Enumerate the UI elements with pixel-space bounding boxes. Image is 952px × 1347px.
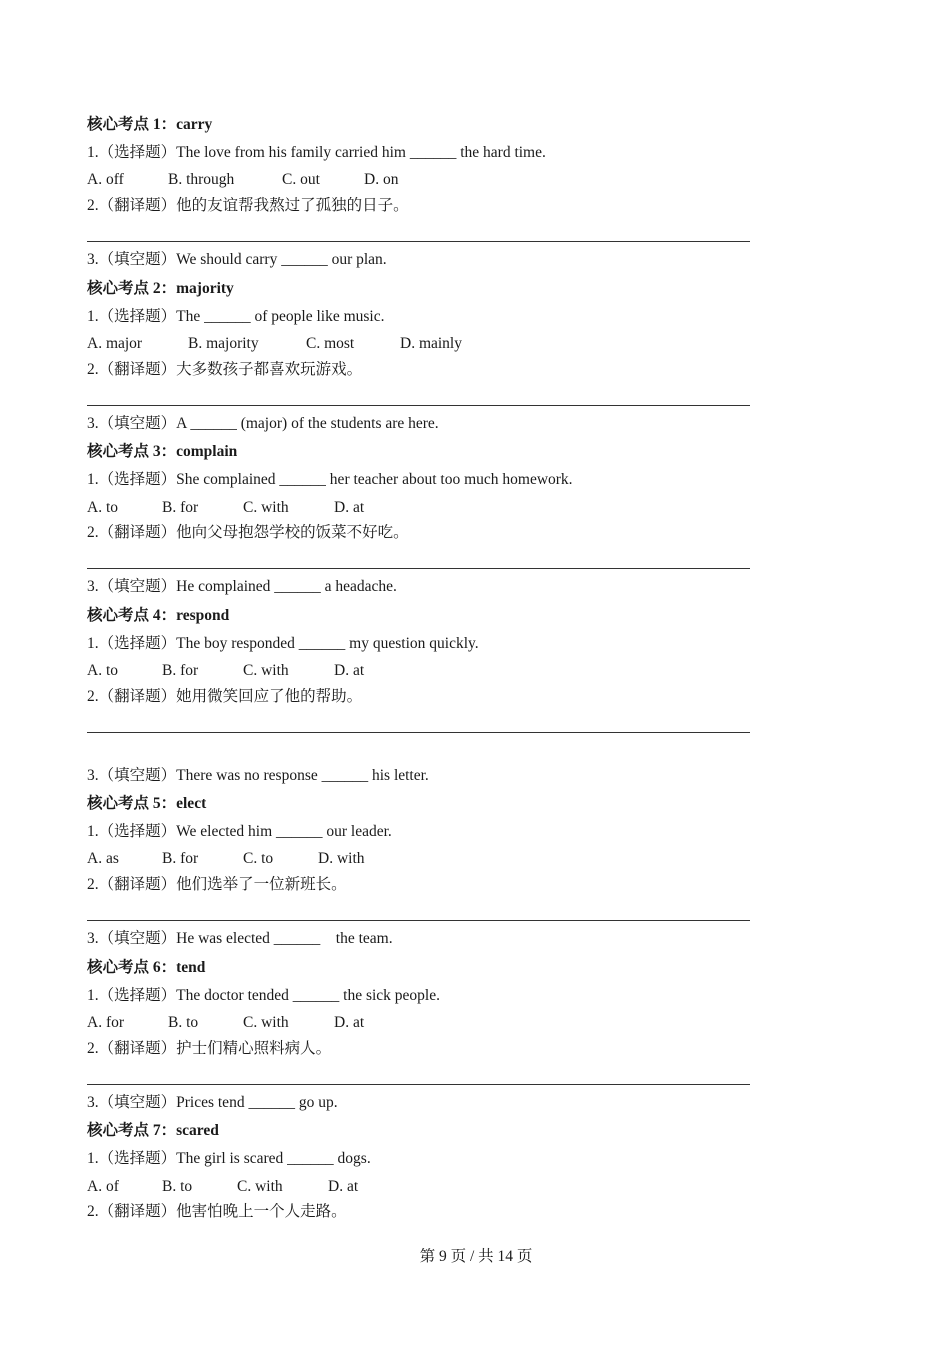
- answer-line: [87, 1084, 750, 1085]
- translation-question: 2.（翻译题）他向父母抱怨学校的饭菜不好吃。: [87, 524, 409, 541]
- option: D. mainly: [400, 335, 462, 352]
- option: B. for: [162, 499, 199, 516]
- option: D. at: [334, 499, 365, 516]
- option: A. of: [87, 1178, 119, 1195]
- option: B. to: [162, 1178, 193, 1195]
- option: B. for: [162, 662, 199, 679]
- option: D. at: [334, 1014, 365, 1031]
- choice-question: 1.（选择题）The doctor tended ______ the sick people.: [87, 987, 440, 1004]
- option: D. at: [328, 1178, 359, 1195]
- option: A. to: [87, 662, 118, 679]
- fill-in-question: 3.（填空题）There was no response ______ his letter.: [87, 767, 429, 784]
- page-footer: 第 9 页 / 共 14 页: [419, 1248, 533, 1265]
- fill-in-question: 3.（填空题）Prices tend ______ go up.: [87, 1094, 338, 1111]
- fill-in-question: 3.（填空题）He complained ______ a headache.: [87, 578, 397, 595]
- translation-question: 2.（翻译题）他害怕晚上一个人走路。: [87, 1203, 347, 1220]
- answer-line: [87, 568, 750, 569]
- option: A. as: [87, 850, 119, 867]
- option: C. with: [243, 1014, 289, 1031]
- option: C. to: [243, 850, 274, 867]
- section-heading: 核心考点 5：elect: [87, 795, 207, 812]
- option: C. most: [306, 335, 355, 352]
- option: B. for: [162, 850, 199, 867]
- option: A. to: [87, 499, 118, 516]
- option: B. to: [168, 1014, 199, 1031]
- translation-question: 2.（翻译题）大多数孩子都喜欢玩游戏。: [87, 361, 363, 378]
- translation-question: 2.（翻译题）他们选举了一位新班长。: [87, 876, 347, 893]
- section-heading: 核心考点 4：respond: [87, 607, 230, 624]
- section-heading: 核心考点 3：complain: [87, 443, 238, 460]
- choice-question: 1.（选择题）The ______ of people like music.: [87, 308, 385, 325]
- option: D. with: [318, 850, 365, 867]
- option: C. with: [237, 1178, 283, 1195]
- option: B. through: [168, 171, 235, 188]
- answer-line: [87, 920, 750, 921]
- option: C. with: [243, 662, 289, 679]
- translation-question: 2.（翻译题）他的友谊帮我熬过了孤独的日子。: [87, 197, 409, 214]
- section-heading: 核心考点 2：majority: [87, 280, 234, 297]
- option: A. off: [87, 171, 124, 188]
- option: D. on: [364, 171, 399, 188]
- answer-line: [87, 732, 750, 733]
- choice-question: 1.（选择题）We elected him ______ our leader.: [87, 823, 392, 840]
- option: D. at: [334, 662, 365, 679]
- option: A. for: [87, 1014, 125, 1031]
- answer-line: [87, 405, 750, 406]
- choice-question: 1.（选择题）The girl is scared ______ dogs.: [87, 1150, 371, 1167]
- fill-in-question: 3.（填空题）A ______ (major) of the students are here.: [87, 415, 439, 432]
- answer-line: [87, 241, 750, 242]
- translation-question: 2.（翻译题）护士们精心照料病人。: [87, 1040, 332, 1057]
- option: B. majority: [188, 335, 259, 352]
- section-heading: 核心考点 6：tend: [87, 959, 206, 976]
- option: A. major: [87, 335, 143, 352]
- choice-question: 1.（选择题）The boy responded ______ my question quickly.: [87, 635, 479, 652]
- section-heading: 核心考点 7：scared: [87, 1122, 219, 1139]
- section-heading: 核心考点 1：carry: [87, 116, 213, 133]
- option: C. out: [282, 171, 320, 188]
- option: C. with: [243, 499, 289, 516]
- translation-question: 2.（翻译题）她用微笑回应了他的帮助。: [87, 688, 363, 705]
- fill-in-question: 3.（填空题）We should carry ______ our plan.: [87, 251, 387, 268]
- choice-question: 1.（选择题）The love from his family carried him ______ the hard time.: [87, 144, 546, 161]
- choice-question: 1.（选择题）She complained ______ her teacher about too much homework.: [87, 471, 573, 488]
- fill-in-question: 3.（填空题）He was elected ______ the team.: [87, 930, 393, 947]
